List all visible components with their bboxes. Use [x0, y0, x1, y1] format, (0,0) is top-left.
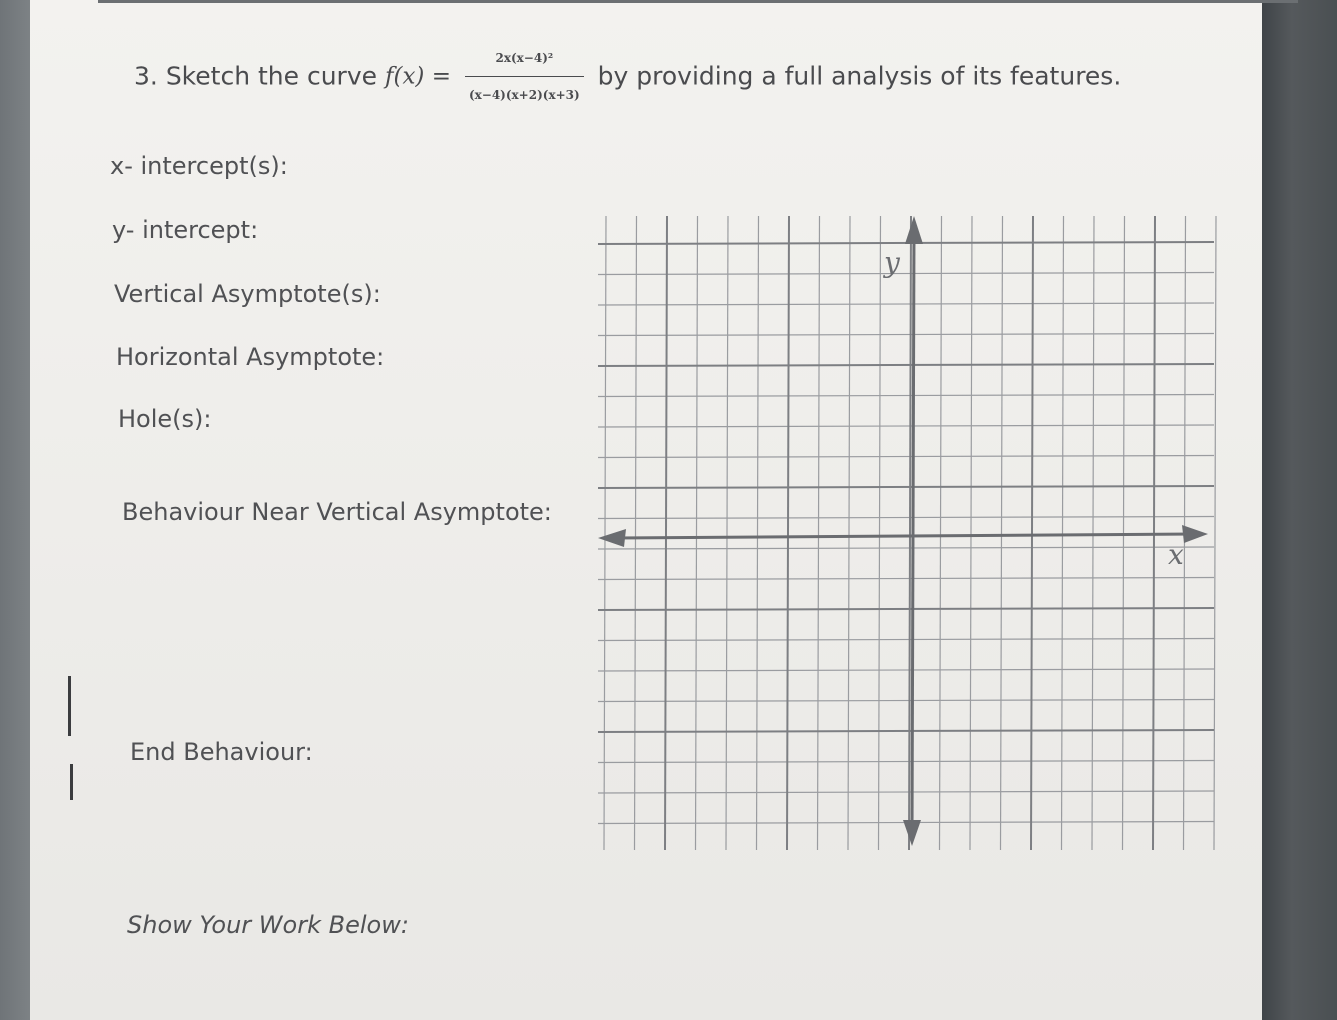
grid-line-horizontal	[598, 608, 1214, 610]
y-axis	[903, 216, 923, 846]
end-behaviour-prompt: End Behaviour:	[130, 738, 313, 766]
grid-line-horizontal	[598, 547, 1214, 549]
behaviour-near-va-prompt: Behaviour Near Vertical Asymptote:	[122, 498, 552, 526]
y-intercept-prompt: y- intercept:	[112, 216, 259, 244]
grid-line-vertical	[1092, 216, 1094, 850]
y-axis-up-arrow-icon	[905, 216, 923, 244]
grid-line-vertical	[665, 216, 667, 850]
show-work-prompt: Show Your Work Below:	[127, 911, 409, 939]
margin-mark	[68, 676, 71, 736]
grid-line-horizontal	[598, 303, 1214, 305]
grid-line-vertical	[635, 216, 637, 850]
grid-line-vertical	[604, 216, 606, 850]
grid-line-vertical	[726, 216, 728, 850]
monitor-bezel	[1262, 0, 1337, 1020]
x-intercepts-prompt: x- intercept(s):	[110, 152, 288, 180]
grid-line-vertical	[696, 216, 698, 850]
x-axis-left-arrow-icon	[598, 529, 626, 547]
x-axis-label: x	[1168, 538, 1184, 571]
grid-line-horizontal	[598, 700, 1214, 702]
grid-line-vertical	[909, 216, 911, 850]
function-fraction	[465, 42, 584, 111]
x-axis-right-arrow-icon	[1182, 525, 1208, 543]
grid-line-horizontal	[598, 456, 1214, 458]
grid-line-horizontal	[598, 669, 1214, 671]
x-axis	[598, 525, 1208, 547]
grid-line-vertical	[757, 216, 759, 850]
question-number: 3.	[134, 61, 158, 91]
grid-line-horizontal	[598, 364, 1214, 366]
function-lhs: f(x) =	[384, 63, 451, 90]
grid-line-horizontal	[598, 517, 1214, 519]
horizontal-asymptote-prompt: Horizontal Asymptote:	[116, 343, 385, 371]
holes-prompt: Hole(s):	[118, 405, 212, 433]
fraction-numerator: 2x(x−4)²	[465, 42, 584, 77]
question-text-after: by providing a full analysis of its features.	[597, 61, 1122, 91]
grid-line-vertical	[848, 216, 850, 850]
top-divider	[98, 0, 1298, 3]
fraction-denominator: (x−4)(x+2)(x+3)	[468, 88, 580, 102]
grid-line-vertical	[970, 216, 972, 850]
grid-line-vertical	[1214, 216, 1216, 850]
grid-line-vertical	[818, 216, 820, 850]
grid-line-horizontal	[598, 761, 1214, 763]
grid-line-horizontal	[598, 578, 1214, 580]
margin-mark	[70, 764, 73, 800]
question-text-before: Sketch the curve	[165, 61, 378, 91]
grid-line-vertical	[940, 216, 942, 850]
grid-line-vertical	[1031, 216, 1033, 850]
grid-line-horizontal	[598, 486, 1214, 488]
grid-line-horizontal	[598, 334, 1214, 336]
y-axis-down-arrow-icon	[903, 820, 921, 846]
grid-line-horizontal	[598, 639, 1214, 641]
coordinate-grid	[594, 210, 1224, 860]
grid-line-vertical	[1001, 216, 1003, 850]
grid-line-horizontal	[598, 425, 1214, 427]
grid-line-horizontal	[598, 395, 1214, 397]
y-axis-label: y	[884, 246, 900, 279]
grid-line-vertical	[787, 216, 789, 850]
grid-line-horizontal	[598, 273, 1214, 275]
grid-line-horizontal	[598, 791, 1214, 793]
vertical-asymptotes-prompt: Vertical Asymptote(s):	[114, 280, 381, 308]
grid-line-vertical	[879, 216, 881, 850]
grid-line-horizontal	[598, 730, 1214, 732]
grid-line-vertical	[1062, 216, 1064, 850]
question-heading	[134, 42, 1121, 111]
